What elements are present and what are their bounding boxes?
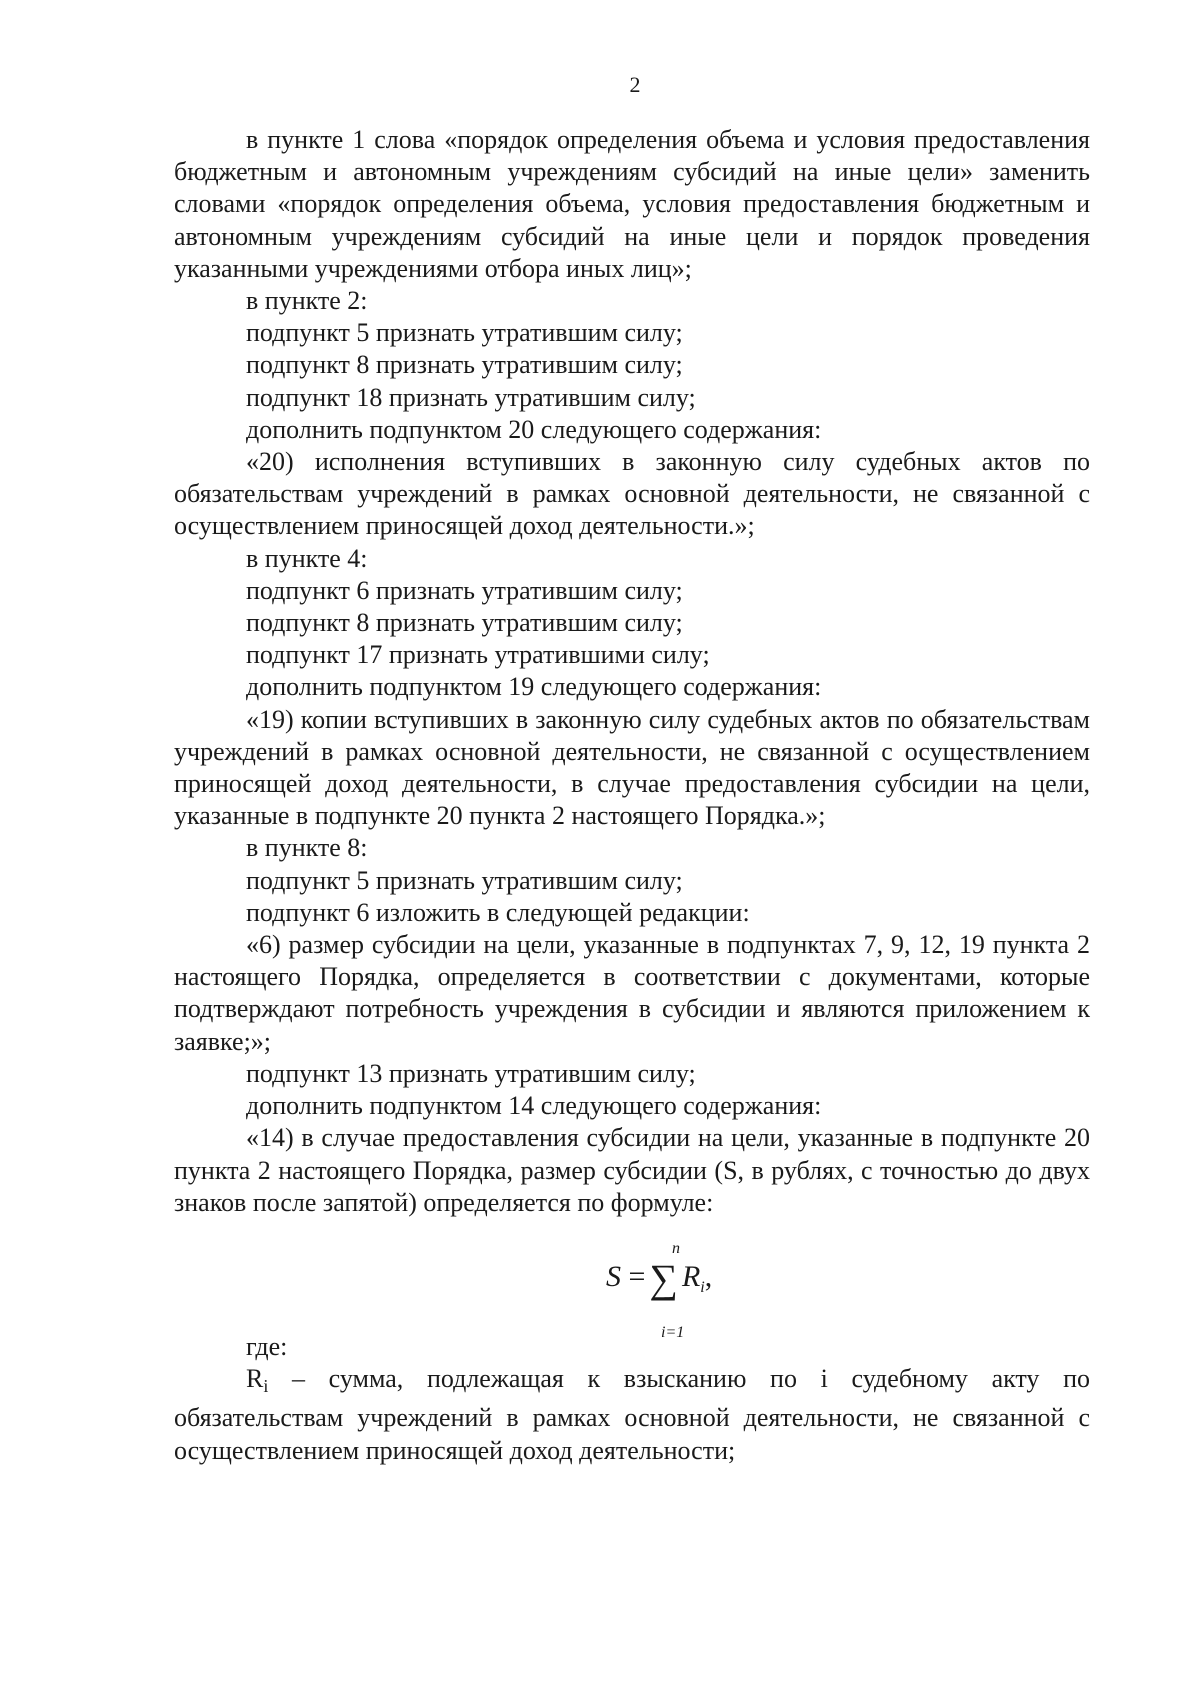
paragraph: «19) копии вступивших в законную силу судебных актов по обязательствам учреждений в рамках основной деятельности, не связанной с осуществлением приносящей доход деятельности, в случае предоставления субсидии на цели, указанные в подпункте 20 пункта 2 настоящего Порядка.»; <box>174 704 1090 831</box>
formula-term: R <box>681 1259 701 1293</box>
paragraph: дополнить подпунктом 20 следующего содержания: <box>246 414 822 444</box>
formula-term-sub: i <box>700 1278 705 1296</box>
definition-sub: i <box>263 1376 269 1397</box>
formula-lower-limit: i=1 <box>661 1323 685 1341</box>
paragraph: подпункт 18 признать утратившим силу; <box>246 382 696 412</box>
paragraph: «20) исполнения вступивших в законную силу судебных актов по обязательствам учреждений в рамках основной деятельности, не связанной с осуществлением приносящей доход деятельности.»; <box>174 447 1090 541</box>
formula-equals: = <box>628 1259 646 1293</box>
paragraph-list <box>174 124 1090 1219</box>
paragraph: в пункте 4: <box>246 543 368 573</box>
paragraph: подпункт 13 признать утратившим силу; <box>246 1058 696 1088</box>
paragraph: «14) в случае предоставления субсидии на цели, указанные в подпункте 20 пункта 2 настоящего Порядка, размер субсидии (S, в рублях, с точностью до двух знаков после запятой) определяется по формуле: <box>174 1123 1090 1217</box>
formula-sigma: ∑ <box>649 1255 678 1301</box>
paragraph: подпункт 5 признать утратившим силу; <box>246 318 683 348</box>
definition-paragraph <box>174 1363 1090 1467</box>
paragraph: подпункт 8 признать утратившим силу; <box>246 608 683 638</box>
paragraph: подпункт 5 признать утратившим силу; <box>246 865 683 895</box>
definition-symbol: R <box>246 1364 264 1394</box>
formula <box>174 1219 1090 1341</box>
paragraph: дополнить подпунктом 19 следующего содержания: <box>246 672 822 702</box>
paragraph: подпункт 6 признать утратившим силу; <box>246 575 683 605</box>
formula-trailing: , <box>704 1259 713 1293</box>
formula-upper-limit: n <box>672 1239 680 1257</box>
formula-lhs: S <box>606 1259 621 1293</box>
formula-main <box>606 1257 712 1304</box>
document-body <box>174 124 1090 1467</box>
paragraph: подпункт 6 изложить в следующей редакции: <box>246 897 750 927</box>
paragraph: в пункте 1 слова «порядок определения объема и условия предоставления бюджетным и автономным учреждениям субсидий на иные цели» заменить словами «порядок определения объема, условия предоставления бюджетным и автономным учреждениям субсидий на иные цели и порядок проведения указанными учреждениями отбора иных лиц»; <box>174 125 1090 283</box>
page-number: 2 <box>629 72 641 97</box>
paragraph: в пункте 8: <box>246 833 368 863</box>
paragraph: дополнить подпунктом 14 следующего содержания: <box>246 1091 822 1121</box>
paragraph: подпункт 17 признать утратившими силу; <box>246 640 710 670</box>
paragraph: подпункт 8 признать утратившим силу; <box>246 350 683 380</box>
where-label: где: <box>246 1331 288 1361</box>
definition-text: – сумма, подлежащая к взысканию по i судебному акту по обязательствам учреждений в рамках основной деятельности, не связанной с осуществлением приносящей доход деятельности; <box>174 1364 1090 1465</box>
paragraph: «6) размер субсидии на цели, указанные в подпунктах 7, 9, 12, 19 пункта 2 настоящего Порядка, определяется в соответствии с документами, которые подтверждают потребность учреждения в субсидии и являются приложением к заявке;»; <box>174 930 1090 1056</box>
paragraph: в пункте 2: <box>246 286 368 316</box>
